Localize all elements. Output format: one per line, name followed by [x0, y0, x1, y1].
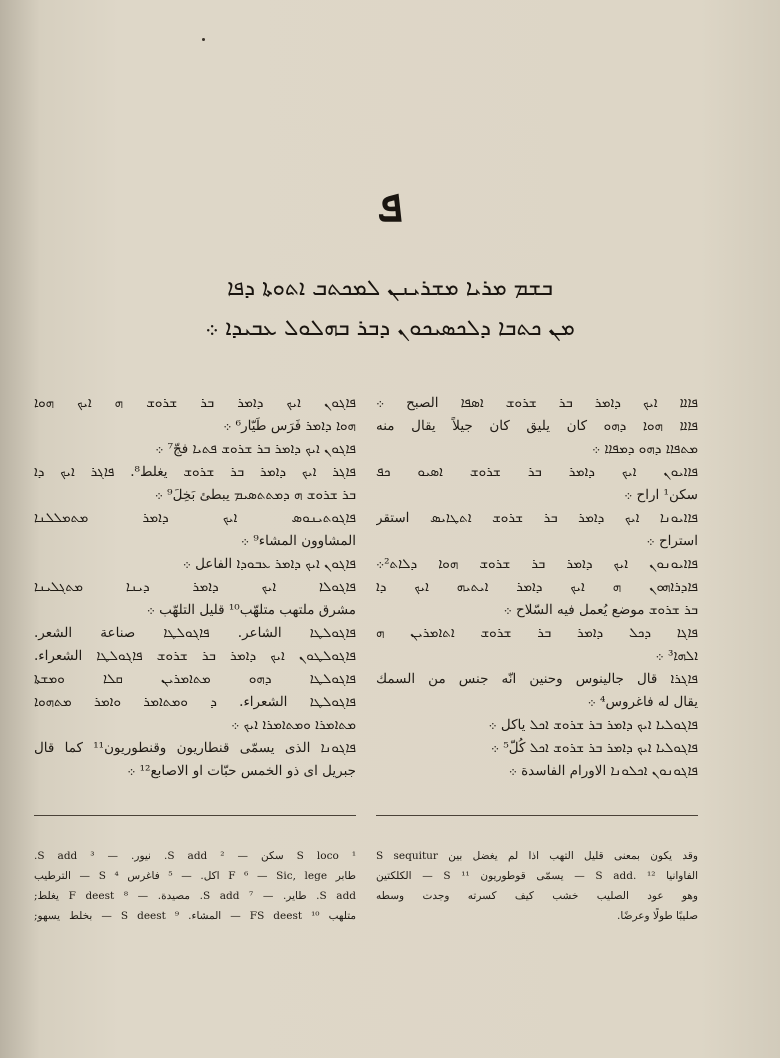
right-line: ܦܐܕܪܐܗܘܢ ܗ ܐܝܟ ܕܐܡܪ ܐܝܬܝܗ ܐܝܟ ܕܐ — [376, 579, 698, 595]
footnote-rule-right — [376, 815, 698, 816]
left-line: مشرق ملتهب متلهّب¹⁰ قليل التلهّب ܀ — [146, 602, 356, 618]
left-line: ܦܐܓܘܠܛܐ ܕܗܘ ܡܬܐܡܪܝܢ ܩܠܐ ܘܡܫܬܐ — [34, 671, 356, 687]
right-line: استراح ܀ — [646, 533, 698, 549]
left-line: ܦܐܓܘܢܐ الذى يسمّى قنطاريون وقنطوريون¹¹ كما قال — [34, 740, 356, 756]
footnote-line: وقد يكون بمعنى قليل التهب اذا لم يغضل بين S sequitur — [376, 850, 698, 862]
heading-line-2: ܡܢ ܟܬܒܐ ܕܠܟܣܝܟܘܢ ܕܒܪ ܒܗܠܘܠ ܥܒܝܕܐ ܀ — [205, 316, 575, 341]
footnotes-left — [34, 846, 356, 926]
left-line: ܦܐܓܘܢ ܐܝܟ ܕܐܡܪ ܒܪ ܫܪܘܫ ܦܬܝܐ فجّ⁷ ܀ — [155, 441, 356, 457]
heading-line-1: ܒܫܡ ܡܪܝܐ ܡܫܪܝܢܢ ܠܡܟܬܒ ܐܬܘܬܐ ܕܦܐ — [227, 276, 553, 301]
footnote-line: صليبًا طولًا وعرضًا. — [617, 910, 698, 922]
right-line: ܦܐܐܐ ܗܘܐ ܕܗܘ كان يليق كان جيلاً يقال منه — [376, 418, 698, 434]
left-line: ܡܬܐܡܪܐ ܘܡܬܐܡܪܐ ܐܝܟ ܀ — [231, 717, 356, 733]
footnote-line: متلهب FS deest ¹⁰ — المشاء. ⁹ S deest — بخلط يسهو; — [34, 910, 356, 922]
footnote-line: طابر F ⁶ — Sic, lege اكل. — ⁵ فاغرس S ⁴ — الترطيب — [34, 870, 356, 882]
right-line: ܦܐܐܐ ܐܝܟ ܕܐܡܪ ܒܪ ܫܪܘܫ ܐܣܦܐ الصبح ܀ — [376, 395, 698, 411]
right-line: ܡܬܦܐܐ ܕܗܘ ܕܡܦܐܐ ܀ — [591, 441, 698, 457]
page-letter: ܦ — [377, 178, 403, 232]
right-line: ܦܐܓܘܢܘܢ ܐܟܠܘܢܐ الاورام الفاسدة ܀ — [508, 763, 698, 779]
right-line: ܦܐܐܝܘܢܘܢ ܐܝܟ ܕܐܡܪ ܒܪ ܫܪܘܫ ܗܘܐ ܕܠܐܬ²܀ — [376, 556, 698, 572]
footnote-line: الفاوانيا S add. ¹² — يسمّى قوطوريون S ¹¹ — الكلكتين — [376, 870, 698, 882]
right-line: يقال له فاغروس⁴ ܀ — [587, 694, 698, 710]
right-line: ܦܐܓܘܠܝܐ ܐܝܟ ܕܐܡܪ ܒܪ ܫܪܘܫ ܐܟܠ كُلّ⁵ ܀ — [490, 740, 698, 756]
footnote-line: وهو عود الصليب خشب كيف كسرته وجدت وسطه — [376, 890, 698, 902]
footnotes-right — [376, 846, 698, 926]
left-line: ܦܐܓܘܢ ܐܝܟ ܕܐܡܪ ܥܒܘܕܐ الفاعل ܀ — [182, 556, 356, 572]
right-line: ܐܠܗܐ³ ܀ — [655, 648, 698, 664]
right-line: ܦܐܐܝܘܢ ܐܝܟ ܕܐܡܪ ܒܪ ܫܪܘܫ ܐܣܝܘ ܟܦ — [376, 464, 698, 480]
left-line: ܒܪ ܫܪܘܫ ܗ ܕܡܬܬܣܝܡ يبطئ بَخِلَ⁹ ܀ — [154, 487, 356, 503]
footnote-line: S add. طاير. — ⁷ S add. مصيدة. — ⁸ F deest يغلط; — [34, 890, 356, 902]
right-line: ܒܪ ܫܪܘܫ موضع يُعمل فيه السّلاح ܀ — [503, 602, 698, 618]
left-line: ܦܐܓܘܢ ܐܝܟ ܕܐܡܪ ܒܪ ܫܪܘܫ ܗ ܐܝܟ ܗܘܐ — [34, 395, 356, 411]
left-line: ܗܘܐ ܕܐܡܪ فَرَس طَيّار⁶ ܀ — [223, 418, 356, 434]
left-line: ܦܐܓܘܠܛܐ الشعراء. ܕ ܘܡܬܐܡܪ ܘܐܡܪ ܡܬܗܘܐ — [34, 694, 356, 710]
left-line: جبريل اى ذو الخمس حبّات او الاصابع¹² ܀ — [127, 763, 356, 779]
left-line: ܦܐܓܘܠܛܐ الشاعر. ܦܐܓܘܠܛܐ صناعة الشعر. — [34, 625, 356, 641]
right-line: ܦܐܓܐ ܕܟܠ ܕܐܡܪ ܒܪ ܫܪܘܫ ܐܬܐܡܪܝܢ ܗ — [376, 625, 698, 641]
right-column — [376, 392, 698, 783]
right-line: سكن¹ اراح ܀ — [624, 487, 698, 503]
left-line: ܦܐܓܘܬܝܢܘܣ ܐܝܟ ܕܐܡܪ ܡܬܡܠܠܢܐ — [34, 510, 356, 526]
footnote-line: ¹ S loco سكن — ² S add. نيور. — ³ S add. — [34, 850, 356, 862]
ink-speck — [202, 38, 205, 41]
left-line: ܦܐܓܘܠܛܘܢ ܐܝܟ ܕܐܡܪ ܒܪ ܫܪܘܫ ܦܐܓܘܠܛܐ الشعراء. — [34, 648, 356, 664]
left-line: ܦܐܓܘܠܐ ܐܝܟ ܕܐܡܪ ܕܝܢܐ ܡܬܓܠܝܢܐ — [34, 579, 356, 595]
left-line: المشاوون المشاء⁹ ܀ — [240, 533, 356, 549]
right-line: ܦܐܓܘܠܝܐ ܐܝܟ ܕܐܡܪ ܒܪ ܫܪܘܫ ܐܟܠ ياكل ܀ — [488, 717, 698, 733]
footnote-rule-left — [34, 815, 356, 816]
right-line: ܦܐܐܝܘܢܐ ܐܝܟ ܕܐܡܪ ܒܪ ܫܪܘܫ ܐܬܛܐܝܣ استقر — [376, 510, 698, 526]
right-line: ܦܐܓܪܐ قال جالينوس وحنين انّه جنس من السمك — [376, 671, 698, 687]
left-line: ܦܐܓܪ ܐܝܟ ܕܐܡܪ ܒܪ ܫܪܘܫ يغلط⁸. ܦܐܓܪ ܐܝܟ ܕܐ — [34, 464, 356, 480]
left-column — [34, 392, 356, 783]
